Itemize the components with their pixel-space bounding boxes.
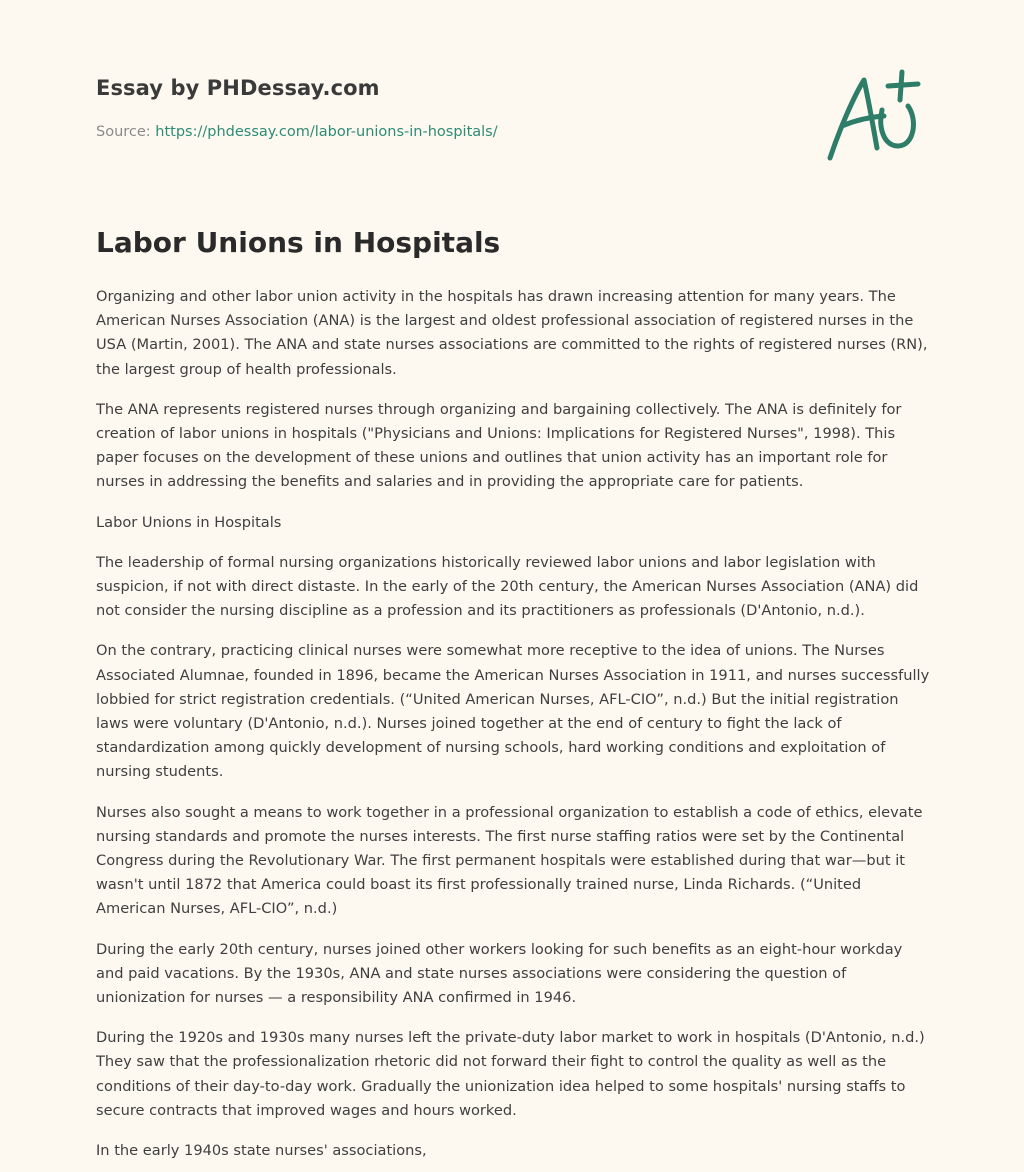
paragraph: Organizing and other labor union activity in the hospitals has drawn increasing attention for many years. The American Nurses Association (ANA) is the largest and oldest professional association of registered nurses in the USA (Martin, 2001). The ANA and state nurses associations are committed to the rights of registered nurses (RN), the largest group of health professionals. bbox=[96, 288, 928, 378]
site-brand: Essay by PHDessay.com bbox=[96, 76, 380, 100]
a-plus-grade-icon bbox=[820, 66, 930, 166]
paragraph: During the 1920s and 1930s many nurses left the private-duty labor market to work in hospitals (D'Antonio, n.d.) They saw that the professionalization rhetoric did not forward their fight to control the quality as well as the conditions of their day-to-day work. Gradually the unionization idea helped to some hospitals' nursing staffs to secure contracts that improved wages and hours worked. bbox=[96, 1029, 925, 1119]
paragraph: The ANA represents registered nurses through organizing and bargaining collectively. The ANA is definitely for creation of labor unions in hospitals ("Physicians and Unions: Implications for Registered Nurses", 1998). This paper focuses on the development of these unions and outlines that union activity has an important role for nurses in addressing the benefits and salaries and in providing the appropriate care for patients. bbox=[96, 400, 902, 491]
paragraph: During the early 20th century, nurses joined other workers looking for such benefits as an eight-hour workday and paid vacations. By the 1930s, ANA and state nurses associations were considering the question of unionization for nurses — a responsibility ANA confirmed in 1946. bbox=[96, 940, 903, 1007]
paragraph: On the contrary, practicing clinical nurses were somewhat more receptive to the idea of unions. The Nurses Associated Alumnae, founded in 1896, became the American Nurses Association in 1911, and nurses successfully lobbied for strict registration credentials. (“United American Nurses, AFL-CIO”, n.d.) But the initial registration laws were voluntary (D'Antonio, n.d.). Nurses joined together at the end of century to fight the lack of standardization among quickly development of nursing schools, hard working conditions and exploitation of nursing students. bbox=[96, 642, 930, 781]
section-heading: Labor Unions in Hospitals bbox=[96, 513, 282, 531]
paragraph: Nurses also sought a means to work together in a professional organization to establish a code of ethics, elevate nursing standards and promote the nurses interests. The first nurse staffing ratios were set by the Continental Congress during the Revolutionary War. The first permanent hospitals were established during that war—but it wasn't until 1872 that America could boast its first professionally trained nurse, Linda Richards. (“United American Nurses, AFL-CIO”, n.d.) bbox=[96, 803, 923, 918]
paragraph: In the early 1940s state nurses' associations, bbox=[96, 1142, 427, 1160]
paragraph: The leadership of formal nursing organizations historically reviewed labor unions and labor legislation with suspicion, if not with direct distaste. In the early of the 20th century, the American Nurses Association (ANA) did not consider the nursing discipline as a profession and its practitioners as professionals (D'Antonio, n.d.). bbox=[96, 553, 919, 620]
source-link[interactable]: https://phdessay.com/labor-unions-in-hospitals/ bbox=[155, 124, 498, 140]
source-line bbox=[96, 124, 498, 140]
source-label: Source: bbox=[96, 124, 156, 140]
article-body bbox=[96, 285, 931, 1172]
article-title: Labor Unions in Hospitals bbox=[96, 226, 501, 259]
